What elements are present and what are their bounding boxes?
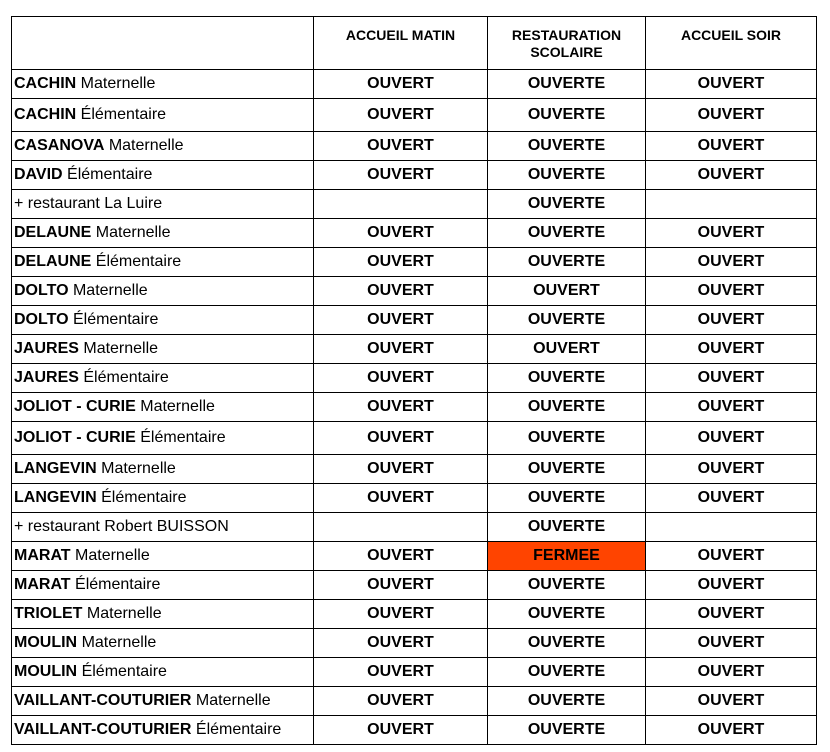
header-accueil-matin: ACCUEIL MATIN	[314, 17, 488, 70]
school-name: CACHIN	[14, 75, 77, 92]
school-name: JOLIOT - CURIE	[14, 429, 136, 446]
status-restauration-cell: OUVERTE	[488, 393, 646, 422]
status-soir-cell: OUVERT	[646, 393, 817, 422]
school-level: + restaurant La Luire	[14, 195, 163, 212]
status-restauration-cell: OUVERTE	[488, 629, 646, 658]
status-matin-cell: OUVERT	[314, 132, 488, 161]
school-name: JOLIOT - CURIE	[14, 398, 136, 415]
status-matin-cell: OUVERT	[314, 219, 488, 248]
school-level: Élémentaire	[101, 489, 187, 506]
status-soir-cell: OUVERT	[646, 306, 817, 335]
status-matin-cell: OUVERT	[314, 422, 488, 455]
table-row	[12, 571, 817, 600]
school-name: MOULIN	[14, 663, 78, 680]
school-name-cell	[12, 393, 314, 422]
status-restauration-cell: FERMEE	[488, 542, 646, 571]
school-level: Élémentaire	[140, 429, 226, 446]
status-restauration-cell: OUVERTE	[488, 716, 646, 745]
school-name: CACHIN	[14, 106, 77, 123]
school-name-cell	[12, 422, 314, 455]
table-row	[12, 687, 817, 716]
status-restauration-cell: OUVERT	[488, 335, 646, 364]
school-name-cell	[12, 542, 314, 571]
status-matin-cell: OUVERT	[314, 542, 488, 571]
school-name-cell	[12, 248, 314, 277]
school-name: DOLTO	[14, 282, 69, 299]
status-soir-cell: OUVERT	[646, 484, 817, 513]
school-level: Maternelle	[83, 340, 159, 357]
table-row	[12, 99, 817, 132]
school-level: Élémentaire	[83, 369, 169, 386]
header-row	[12, 17, 817, 70]
status-matin-cell: OUVERT	[314, 571, 488, 600]
status-matin-cell: OUVERT	[314, 277, 488, 306]
status-matin-cell: OUVERT	[314, 99, 488, 132]
school-level: Maternelle	[80, 75, 156, 92]
status-matin-cell: OUVERT	[314, 70, 488, 99]
school-name-cell	[12, 600, 314, 629]
school-level: Maternelle	[195, 692, 271, 709]
school-name-cell	[12, 716, 314, 745]
status-matin-cell: OUVERT	[314, 393, 488, 422]
school-level: Maternelle	[75, 547, 150, 564]
status-matin-cell: OUVERT	[314, 455, 488, 484]
table-row	[12, 132, 817, 161]
table-row	[12, 600, 817, 629]
school-name: DELAUNE	[14, 224, 92, 241]
school-name-cell	[12, 335, 314, 364]
school-name-cell	[12, 190, 314, 219]
status-matin-cell: OUVERT	[314, 600, 488, 629]
table-row	[12, 513, 817, 542]
status-restauration-cell: OUVERTE	[488, 455, 646, 484]
status-soir-cell: OUVERT	[646, 99, 817, 132]
status-matin-cell: OUVERT	[314, 161, 488, 190]
school-name: VAILLANT-COUTURIER	[14, 692, 192, 709]
status-restauration-cell: OUVERTE	[488, 248, 646, 277]
school-name: JAURES	[14, 369, 79, 386]
status-matin-cell: OUVERT	[314, 364, 488, 393]
status-restauration-cell: OUVERTE	[488, 219, 646, 248]
table-row	[12, 306, 817, 335]
school-name-cell	[12, 99, 314, 132]
status-soir-cell: OUVERT	[646, 422, 817, 455]
table-row	[12, 716, 817, 745]
status-soir-cell: OUVERT	[646, 658, 817, 687]
status-soir-cell: OUVERT	[646, 161, 817, 190]
status-restauration-cell: OUVERTE	[488, 571, 646, 600]
header-accueil-soir: ACCUEIL SOIR	[646, 17, 817, 70]
school-name: CASANOVA	[14, 137, 105, 154]
school-name-cell	[12, 219, 314, 248]
school-name: MARAT	[14, 576, 71, 593]
status-soir-cell: OUVERT	[646, 70, 817, 99]
school-name-cell	[12, 658, 314, 687]
status-soir-cell	[646, 190, 817, 219]
school-name-cell	[12, 277, 314, 306]
school-level: Maternelle	[86, 605, 162, 622]
school-level: Maternelle	[81, 634, 157, 651]
school-name-cell	[12, 687, 314, 716]
table-row	[12, 70, 817, 99]
school-name-cell	[12, 484, 314, 513]
status-matin-cell: OUVERT	[314, 335, 488, 364]
status-restauration-cell: OUVERTE	[488, 99, 646, 132]
school-name: JAURES	[14, 340, 79, 357]
status-soir-cell: OUVERT	[646, 277, 817, 306]
table-row	[12, 364, 817, 393]
table-row	[12, 190, 817, 219]
table-row	[12, 277, 817, 306]
header-school	[12, 17, 314, 70]
school-name: VAILLANT-COUTURIER	[14, 721, 192, 738]
school-name-cell	[12, 455, 314, 484]
school-name: DAVID	[14, 166, 63, 183]
status-restauration-cell: OUVERTE	[488, 364, 646, 393]
status-soir-cell	[646, 513, 817, 542]
status-soir-cell: OUVERT	[646, 335, 817, 364]
status-matin-cell	[314, 513, 488, 542]
school-name: DELAUNE	[14, 253, 92, 270]
status-restauration-cell: OUVERTE	[488, 513, 646, 542]
school-name: DOLTO	[14, 311, 69, 328]
status-restauration-cell: OUVERTE	[488, 600, 646, 629]
school-level: Maternelle	[108, 137, 184, 154]
status-soir-cell: OUVERT	[646, 687, 817, 716]
table-row	[12, 629, 817, 658]
school-level: Élémentaire	[80, 106, 167, 123]
school-level: + restaurant Robert BUISSON	[14, 518, 229, 535]
table-row	[12, 335, 817, 364]
school-level: Élémentaire	[67, 166, 153, 183]
table-row	[12, 542, 817, 571]
school-name: LANGEVIN	[14, 460, 97, 477]
schedule-table	[11, 16, 817, 745]
school-name-cell	[12, 161, 314, 190]
status-matin-cell: OUVERT	[314, 687, 488, 716]
table-row	[12, 219, 817, 248]
status-soir-cell: OUVERT	[646, 542, 817, 571]
school-name-cell	[12, 306, 314, 335]
status-matin-cell: OUVERT	[314, 716, 488, 745]
table-row	[12, 248, 817, 277]
status-restauration-cell: OUVERTE	[488, 306, 646, 335]
status-restauration-cell: OUVERTE	[488, 658, 646, 687]
status-matin-cell: OUVERT	[314, 484, 488, 513]
status-matin-cell: OUVERT	[314, 629, 488, 658]
school-name-cell	[12, 513, 314, 542]
status-soir-cell: OUVERT	[646, 364, 817, 393]
school-level: Élémentaire	[72, 311, 159, 328]
school-level: Maternelle	[140, 398, 215, 415]
status-restauration-cell: OUVERTE	[488, 687, 646, 716]
status-soir-cell: OUVERT	[646, 629, 817, 658]
table-row	[12, 422, 817, 455]
status-restauration-cell: OUVERTE	[488, 161, 646, 190]
status-matin-cell: OUVERT	[314, 306, 488, 335]
status-matin-cell: OUVERT	[314, 248, 488, 277]
status-restauration-cell: OUVERTE	[488, 132, 646, 161]
school-name: MOULIN	[14, 634, 78, 651]
school-level: Élémentaire	[81, 663, 167, 680]
school-name-cell	[12, 364, 314, 393]
status-soir-cell: OUVERT	[646, 132, 817, 161]
status-soir-cell: OUVERT	[646, 600, 817, 629]
status-restauration-cell: OUVERT	[488, 277, 646, 306]
header-restauration: RESTAURATION SCOLAIRE	[488, 17, 646, 70]
table-row	[12, 455, 817, 484]
status-matin-cell: OUVERT	[314, 658, 488, 687]
school-level: Élémentaire	[95, 253, 182, 270]
school-name: LANGEVIN	[14, 489, 97, 506]
table-row	[12, 658, 817, 687]
school-name: TRIOLET	[14, 605, 83, 622]
school-name-cell	[12, 132, 314, 161]
table-row	[12, 393, 817, 422]
status-restauration-cell: OUVERTE	[488, 190, 646, 219]
table-row	[12, 161, 817, 190]
status-restauration-cell: OUVERTE	[488, 484, 646, 513]
school-level: Maternelle	[101, 460, 176, 477]
school-level: Élémentaire	[75, 576, 161, 593]
school-level: Maternelle	[72, 282, 148, 299]
school-name-cell	[12, 70, 314, 99]
status-restauration-cell: OUVERTE	[488, 422, 646, 455]
table-row	[12, 484, 817, 513]
school-name: MARAT	[14, 547, 71, 564]
school-level: Maternelle	[95, 224, 171, 241]
school-level: Élémentaire	[195, 721, 282, 738]
status-soir-cell: OUVERT	[646, 248, 817, 277]
school-name-cell	[12, 629, 314, 658]
status-soir-cell: OUVERT	[646, 716, 817, 745]
school-name-cell	[12, 571, 314, 600]
status-restauration-cell: OUVERTE	[488, 70, 646, 99]
status-soir-cell: OUVERT	[646, 455, 817, 484]
status-soir-cell: OUVERT	[646, 571, 817, 600]
status-matin-cell	[314, 190, 488, 219]
status-soir-cell: OUVERT	[646, 219, 817, 248]
